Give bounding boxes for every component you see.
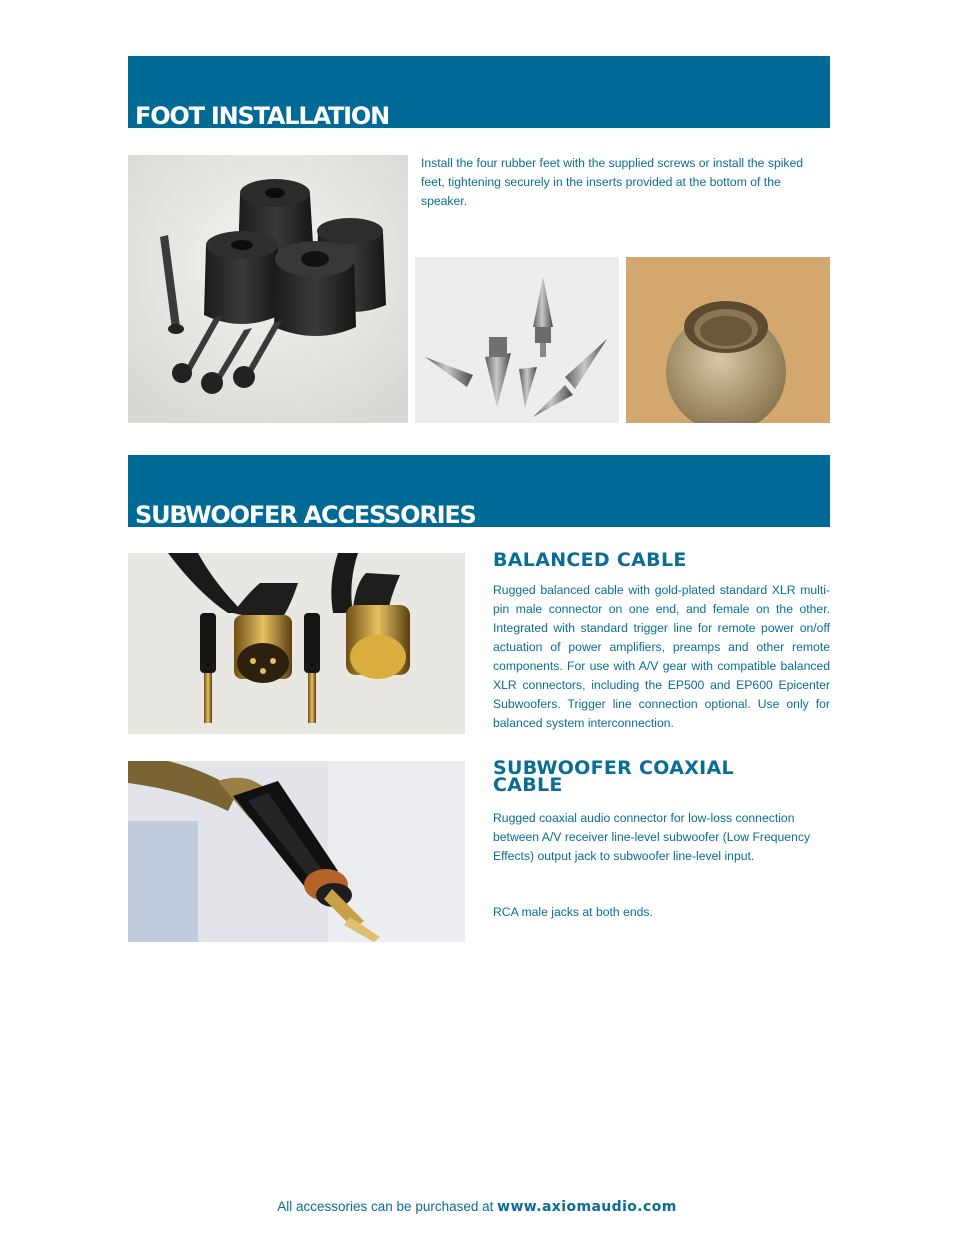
footer [0, 1199, 954, 1215]
balanced-cable-heading: BALANCED CABLE [493, 549, 687, 571]
subwoofer-accessories-banner [128, 455, 830, 527]
coaxial-cable-heading: SUBWOOFER COAXIAL CABLE [493, 757, 734, 796]
footer-text: All accessories can be purchased at [277, 1199, 494, 1214]
foot-installation-title: FOOT INSTALLATION [135, 102, 389, 130]
subwoofer-accessories-title: SUBWOOFER ACCESSORIES [135, 501, 476, 529]
footer-url-link[interactable]: www.axiomaudio.com [497, 1199, 677, 1215]
foot-installation-banner [128, 56, 830, 128]
balanced-cable-photo [128, 553, 465, 734]
rubber-feet-photo [128, 155, 408, 423]
threaded-insert-photo [626, 257, 830, 423]
foot-installation-text: Install the four rubber feet with the supplied screws or install the spiked feet, tightening securely in the inserts provided at the bottom of the speaker. [421, 156, 804, 208]
coaxial-cable-text: Rugged coaxial audio connector for low-loss connection between A/V receiver line-level subwoofer (Low Frequency Effects) output jack to subwoofer line-level input. [493, 811, 811, 863]
coaxial-cable-photo [128, 761, 465, 942]
coaxial-cable-note: RCA male jacks at both ends. [493, 905, 653, 919]
spiked-feet-photo [415, 257, 619, 423]
balanced-cable-text: Rugged balanced cable with gold-plated standard XLR multi-pin male connector on one end, and female on the other. Integrated with standard trigger line for remote power on/off actuation of power amplifiers, preamps and other remote components. For use with A/V gear with compatible balanced XLR connectors, including the EP500 and EP600 Epicenter Subwoofers. Trigger line connection optional. Use only for balanced system interconnection. [493, 583, 830, 730]
